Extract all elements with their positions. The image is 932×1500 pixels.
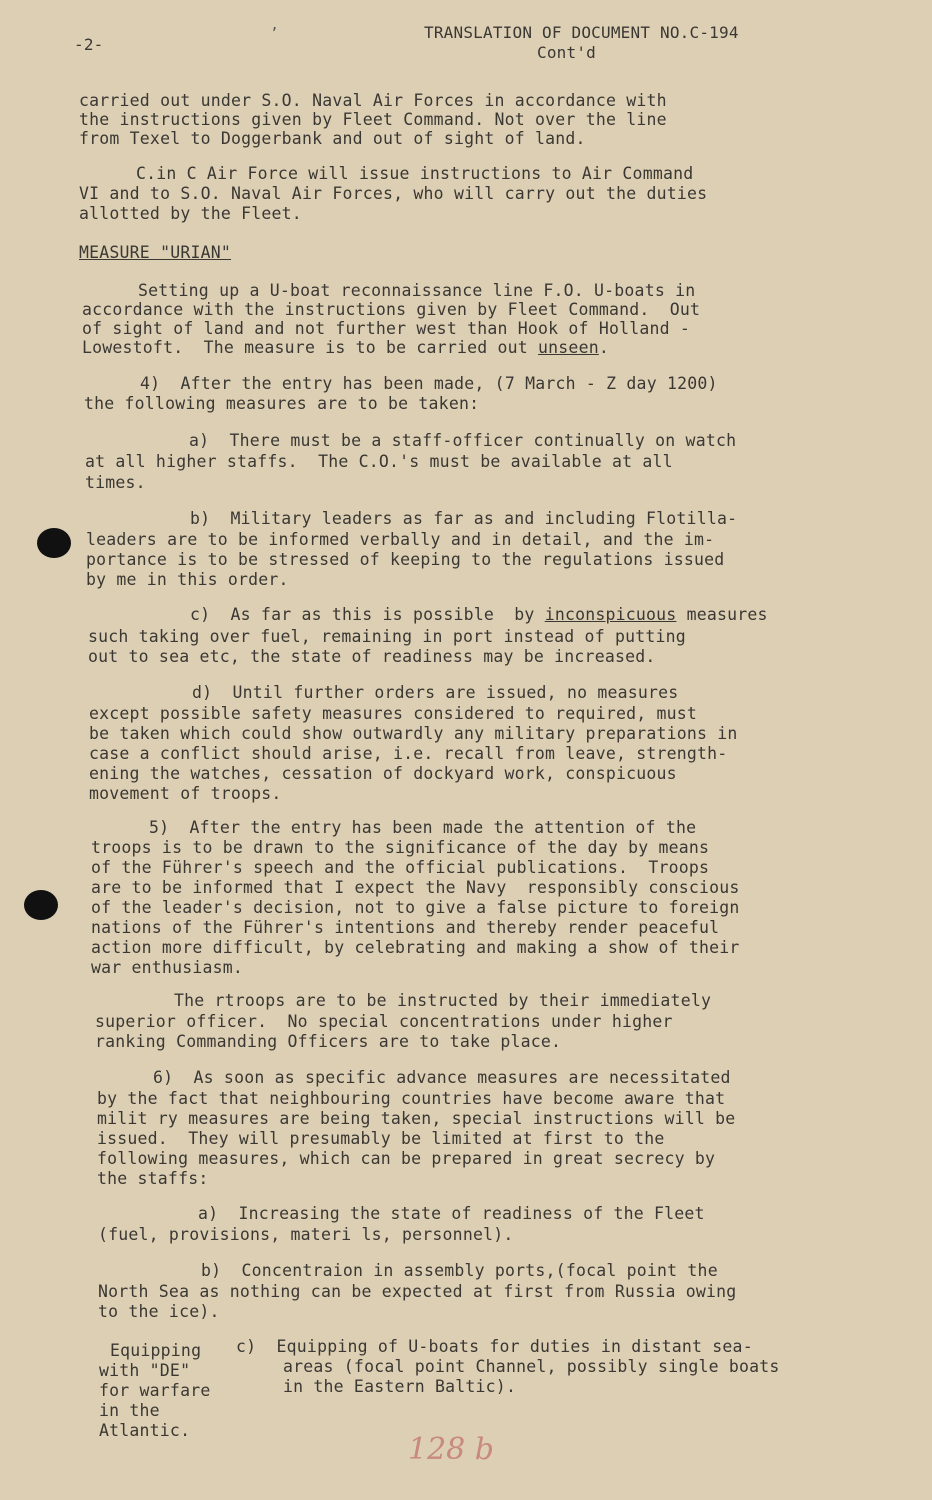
text-line: b) Military leaders as far as and including Flotilla-	[190, 509, 738, 528]
punch-hole	[37, 528, 71, 558]
text-line: a) Increasing the state of readiness of the Fleet	[198, 1204, 705, 1223]
text-line: accordance with the instructions given by Fleet Command. Out	[82, 300, 701, 319]
text-line: issued. They will presumably be limited at first to the	[97, 1129, 665, 1148]
text-line: 6) As soon as specific advance measures are necessitated	[153, 1068, 731, 1087]
text-line: of sight of land and not further west than Hook of Holland -	[82, 319, 691, 338]
text-run: measures	[676, 605, 768, 624]
text-line: by me in this order.	[86, 570, 289, 589]
text-line: a) There must be a staff-officer continually on watch	[189, 431, 737, 450]
text-line: of the leader's decision, not to give a false picture to foreign	[91, 898, 740, 917]
text-line: are to be informed that I expect the Navy responsibly conscious	[91, 878, 740, 897]
text-line: for warfare	[99, 1381, 211, 1400]
document-subtitle: Cont'd	[537, 43, 596, 62]
text-line: areas (focal point Channel, possibly single boats	[283, 1357, 780, 1376]
text-line: Atlantic.	[99, 1421, 191, 1440]
text-line: North Sea as nothing can be expected at first from Russia owing	[98, 1282, 737, 1301]
section-heading: MEASURE "URIAN"	[79, 243, 232, 262]
text-line: allotted by the Fleet.	[79, 204, 302, 223]
text-line: times.	[85, 473, 146, 492]
text-line: movement of troops.	[89, 784, 282, 803]
text-line: The rtroops are to be instructed by their immediately	[174, 991, 712, 1010]
text-line: such taking over fuel, remaining in port instead of putting	[88, 627, 686, 646]
text-line: to the ice).	[98, 1302, 220, 1321]
text-line: case a conflict should arise, i.e. recall from leave, strength-	[89, 744, 728, 763]
text-line: milit ry measures are being taken, special instructions will be	[97, 1109, 736, 1128]
text-line: VI and to S.O. Naval Air Forces, who will carry out the duties	[79, 184, 708, 203]
text-line: ranking Commanding Officers are to take place.	[95, 1032, 562, 1051]
text-line: c) Equipping of U-boats for duties in distant sea-	[236, 1337, 753, 1356]
pen-mark: ’	[270, 26, 279, 42]
text-line: action more difficult, by celebrating and making a show of their	[91, 938, 740, 957]
text-run: .	[598, 338, 609, 357]
text-line: of the Führer's speech and the official publications. Troops	[91, 858, 710, 877]
text-line: Equipping	[110, 1341, 202, 1360]
text-line: superior officer. No special concentrations under higher	[95, 1012, 673, 1031]
underlined-word: inconspicuous	[544, 605, 677, 624]
handwritten-page-number: 128 b	[408, 1432, 495, 1467]
text-line: from Texel to Doggerbank and out of sight of land.	[79, 129, 586, 148]
text-line: Setting up a U-boat reconnaissance line F.O. U-boats in	[138, 281, 696, 300]
text-line: b) Concentraion in assembly ports,(focal point the	[201, 1261, 718, 1280]
text-line: ening the watches, cessation of dockyard work, conspicuous	[89, 764, 677, 783]
text-line: the following measures are to be taken:	[84, 394, 480, 413]
text-line: by the fact that neighbouring countries have become aware that	[97, 1089, 726, 1108]
text-line: except possible safety measures considered to required, must	[89, 704, 698, 723]
text-line: in the	[99, 1401, 160, 1420]
document-title: TRANSLATION OF DOCUMENT NO.C-194	[424, 23, 739, 42]
text-line	[190, 604, 768, 625]
text-line: in the Eastern Baltic).	[283, 1377, 517, 1396]
text-run: Lowestoft. The measure is to be carried out	[82, 338, 539, 357]
text-line: with "DE"	[99, 1361, 191, 1380]
text-line: (fuel, provisions, materi ls, personnel).	[98, 1225, 514, 1244]
text-line	[82, 337, 609, 358]
text-line: 4) After the entry has been made, (7 March - Z day 1200)	[140, 374, 718, 393]
text-line: the instructions given by Fleet Command. Not over the line	[79, 110, 667, 129]
text-line: 5) After the entry has been made the attention of the	[149, 818, 697, 837]
underlined-word: unseen	[538, 338, 599, 357]
punch-hole	[24, 890, 58, 920]
text-line: C.in C Air Force will issue instructions to Air Command	[136, 164, 694, 183]
text-line: nations of the Führer's intentions and thereby render peaceful	[91, 918, 720, 937]
page-number: -2-	[74, 35, 104, 54]
text-run: c) As far as this is possible by	[190, 605, 545, 624]
text-line: war enthusiasm.	[91, 958, 244, 977]
text-line: out to sea etc, the state of readiness may be increased.	[88, 647, 656, 666]
text-line: d) Until further orders are issued, no measures	[192, 683, 679, 702]
text-line: following measures, which can be prepared in great secrecy by	[97, 1149, 716, 1168]
text-line: portance is to be stressed of keeping to the regulations issued	[86, 550, 725, 569]
text-line: carried out under S.O. Naval Air Forces in accordance with	[79, 91, 667, 110]
text-line: at all higher staffs. The C.O.'s must be available at all	[85, 452, 673, 471]
text-line: be taken which could show outwardly any military preparations in	[89, 724, 738, 743]
text-line: leaders are to be informed verbally and in detail, and the im-	[86, 530, 715, 549]
text-line: troops is to be drawn to the significance of the day by means	[91, 838, 710, 857]
text-line: the staffs:	[97, 1169, 209, 1188]
